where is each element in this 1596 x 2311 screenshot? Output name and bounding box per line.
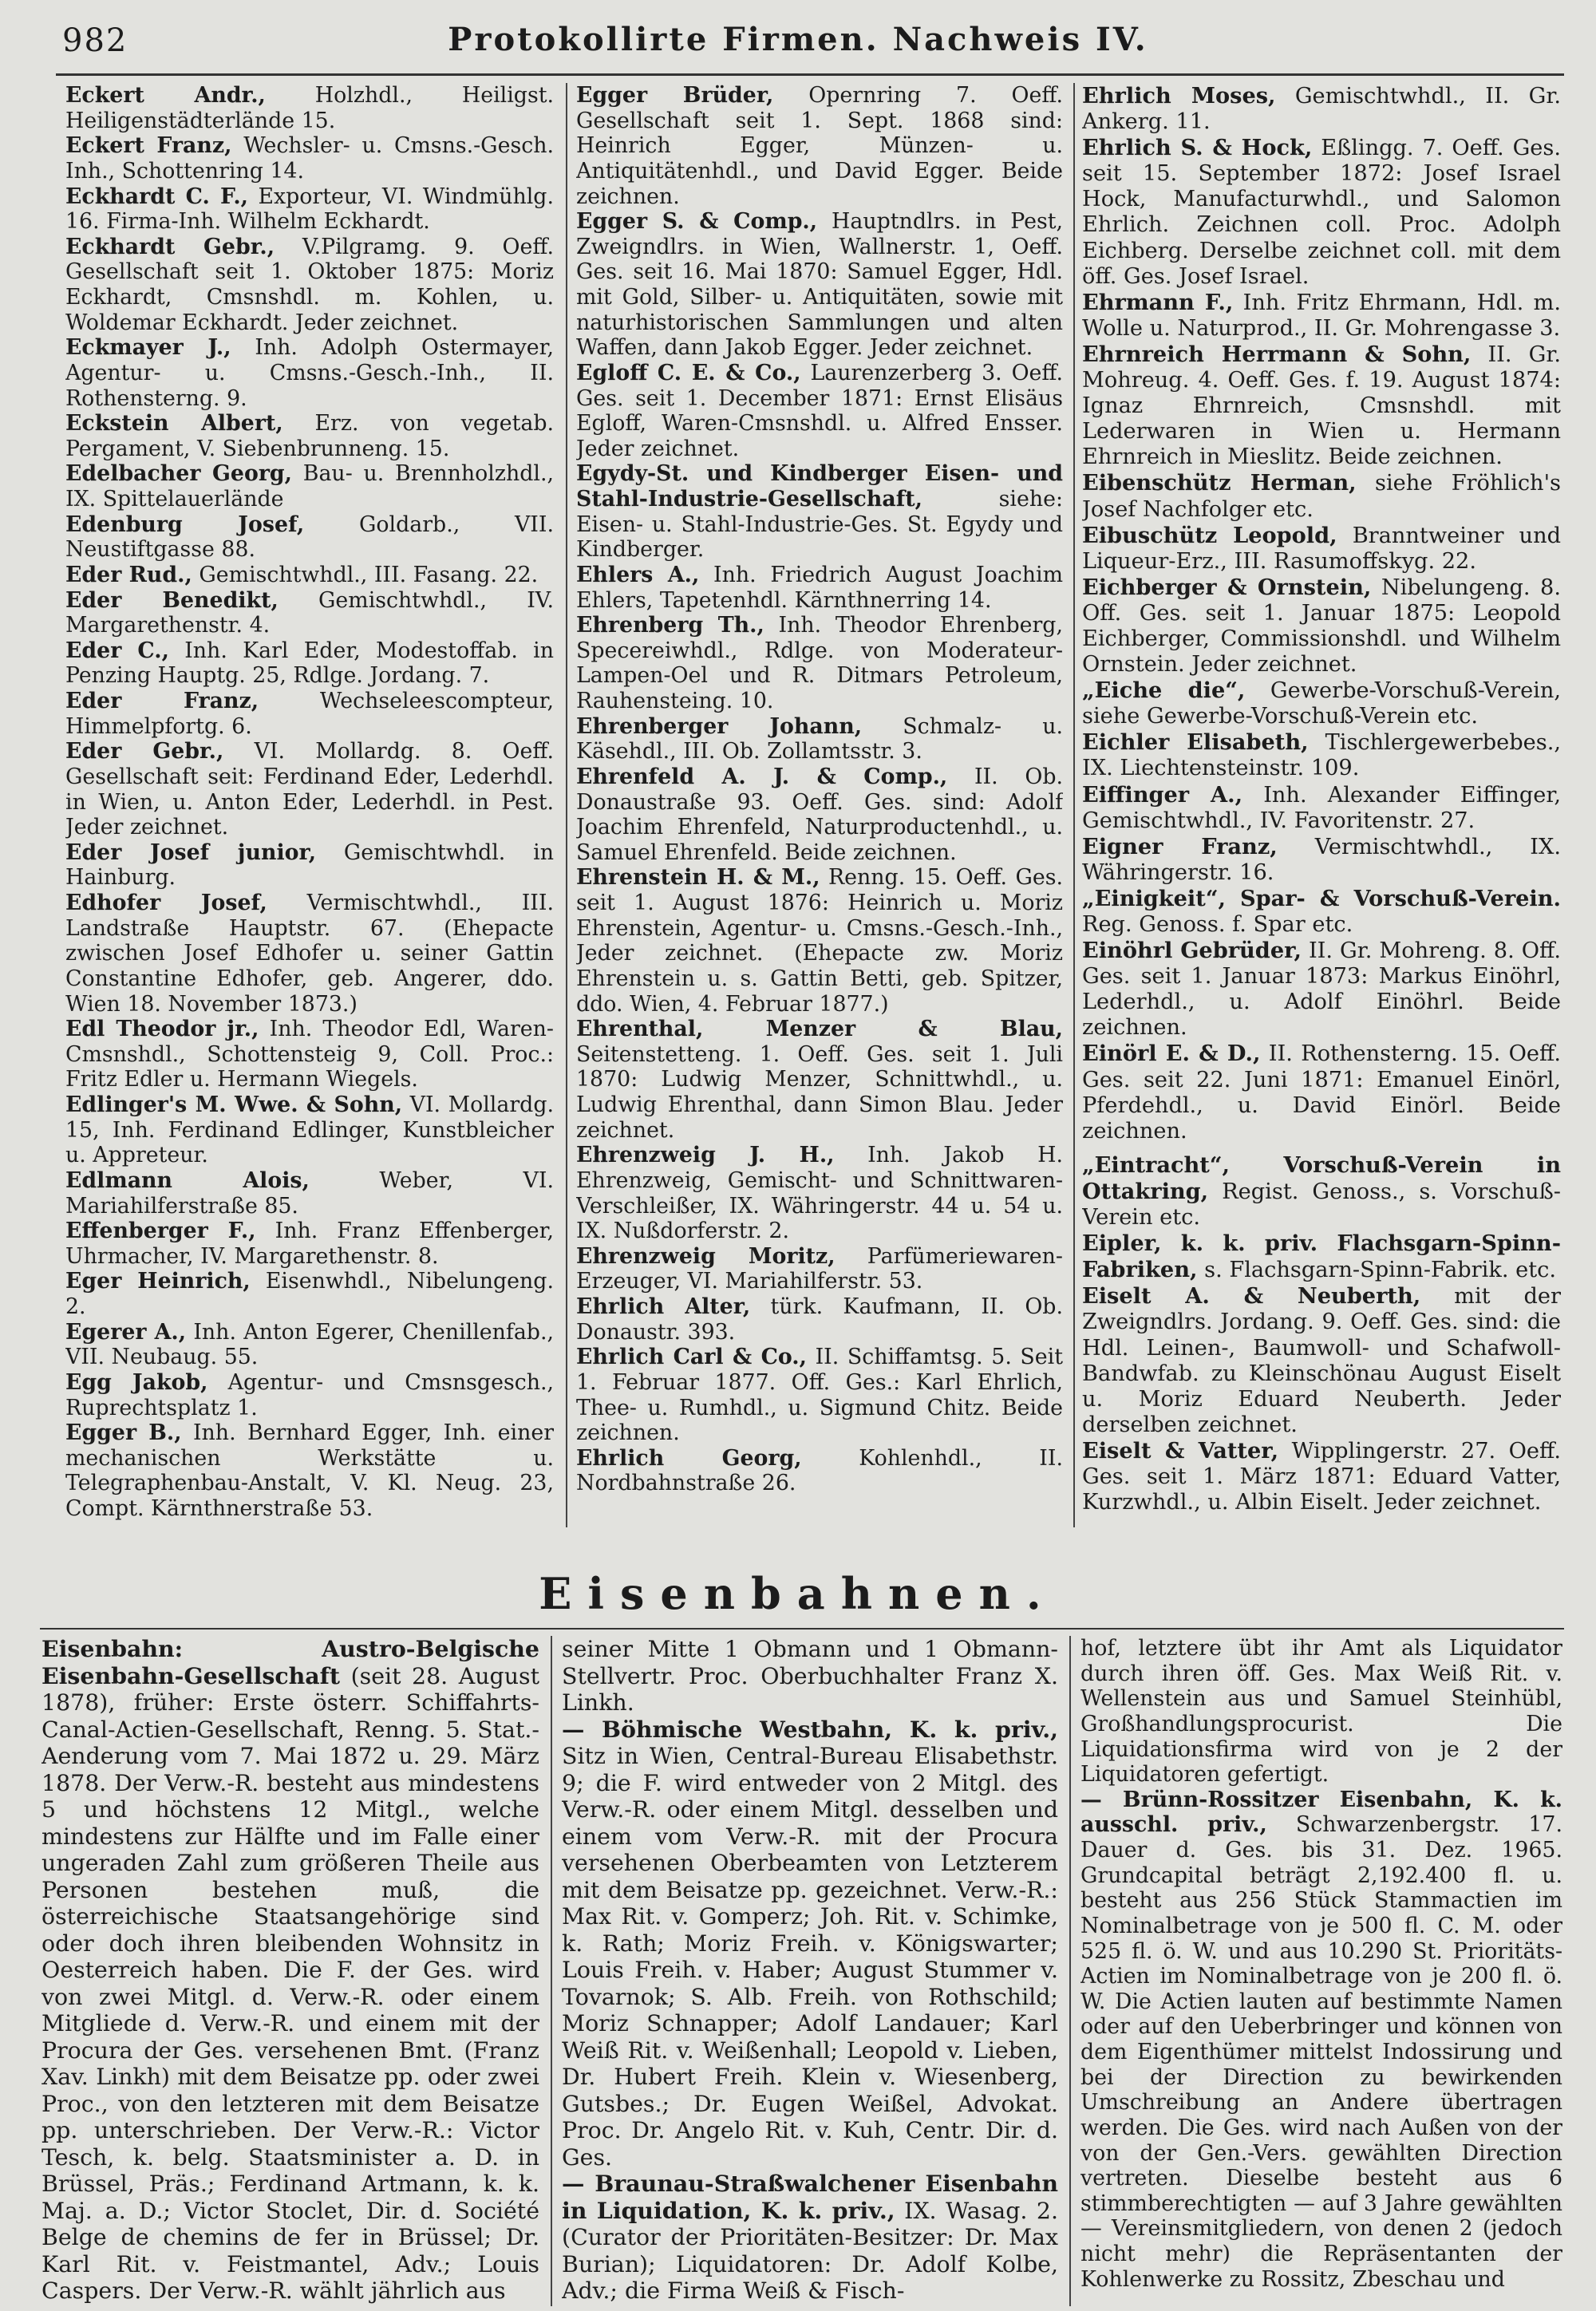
entry xyxy=(1082,342,1561,470)
entry-text: s. Flachsgarn-Spinn-Fabrik. etc. xyxy=(1204,1258,1557,1283)
firm-name: Ehrenthal, Menzer & Blau, xyxy=(576,1017,1063,1042)
firm-name: Eder Franz, xyxy=(65,689,259,713)
entry-text: VI. Mollardg. 8. Oeff. Gesellschaft seit: Ferdinand Eder, Lederhdl. in Wien, u. Anton Eder, Lederhdl. in Pest. Jeder zeichnet. xyxy=(65,739,554,840)
firm-name: Ehrenstein H. & M., xyxy=(576,865,820,891)
entry-text: Holzhdl., Heiligst. Heiligenstädterlände 15. xyxy=(65,83,554,133)
firm-name: Ehrenberger Johann, xyxy=(576,713,863,739)
firm-name: Egger B., xyxy=(65,1420,182,1446)
firm-name: Ehrlich Moses, xyxy=(1082,83,1276,109)
entry-text: Inh. Theodor Ehrenberg, Specereiwhdl., Rdlge. von Moderateur-Lampen-Oel und R. Ditmars Petroleum, Rauhensteing. 10. xyxy=(576,613,1063,713)
entry-text: Goldarb., VII. Neustiftgasse 88. xyxy=(65,512,554,563)
entry xyxy=(576,1244,1063,1294)
entry xyxy=(576,83,1063,209)
entry xyxy=(576,1294,1063,1345)
entry xyxy=(65,638,554,689)
firm-name: Eichberger & Ornstein, xyxy=(1082,574,1372,600)
entry xyxy=(65,563,554,588)
section-title: Eisenbahnen. xyxy=(539,1568,1057,1619)
entry xyxy=(576,1446,1063,1496)
entry xyxy=(1082,575,1561,677)
entry xyxy=(576,865,1063,1017)
entry xyxy=(65,461,554,512)
entry-text: Exporteur, VI. Windmühlg. 16. Firma-Inh. Wilhelm Eckhardt. xyxy=(65,184,554,235)
entry xyxy=(576,461,1063,563)
entry xyxy=(65,512,554,563)
firm-name: Ehrlich Carl & Co., xyxy=(576,1345,807,1370)
entry-text: Weber, VI. Mariahilferstraße 85. xyxy=(65,1167,554,1219)
entry xyxy=(1082,1438,1561,1515)
entry xyxy=(1082,135,1561,290)
firm-name: Ehrenfeld A. J. & Comp., xyxy=(576,764,948,789)
entry-text: II. Gr. Mohreug. 4. Oeff. Ges. f. 19. August 1874: Ignaz Ehrnreich, Cmsnshdl. mit Lederwaren in Wien u. Hermann Ehrnreich in Mieslitz. Beide zeichnen. xyxy=(1082,342,1561,470)
entry xyxy=(576,1345,1063,1446)
entry xyxy=(1080,1788,1562,2293)
entry xyxy=(65,891,554,1017)
entry xyxy=(576,714,1063,764)
firm-name: Einöhrl Gebrüder, xyxy=(1082,938,1302,964)
firm-name: Ehlers A., xyxy=(576,562,700,587)
entry-text: Inh. Alexander Eiffinger, Gemischtwhdl., IV. Favoritenstr. 27. xyxy=(1082,782,1561,833)
section-rule xyxy=(40,1628,1564,1630)
entry-text: Bau- u. Brennholzhdl., IX. Spittelauerlände xyxy=(65,461,554,512)
column-2 xyxy=(576,83,1063,1527)
header-rule xyxy=(56,73,1564,76)
firm-name: „Eiche die“, xyxy=(1082,677,1246,704)
firm-name: Ehrenzweig J. H., xyxy=(576,1143,835,1168)
entry-text: II. Schiffamtsg. 5. Seit 1. Februar 1877. Off. Ges.: Karl Ehrlich, Thee- u. Rumhdl., u. Sigmund Chitz. Beide zeichnen. xyxy=(576,1345,1063,1446)
entry-text: Reg. Genoss. f. Spar etc. xyxy=(1082,912,1353,937)
entry xyxy=(65,1092,554,1168)
bottom-column-rule-2 xyxy=(1069,1636,1071,2306)
firm-name: Ehrmann F., xyxy=(1082,289,1234,315)
entry xyxy=(65,689,554,739)
entry-text: Agentur- und Cmsnsgesch., Ruprechtsplatz 1. xyxy=(65,1369,554,1420)
firm-name: Ehrenberg Th., xyxy=(576,613,764,638)
firm-name: Eder Gebr., xyxy=(65,739,224,764)
firm-name: Eckhardt Gebr., xyxy=(65,234,275,259)
entry xyxy=(65,83,554,133)
entry-text: Opernring 7. Oeff. Gesellschaft seit 1. Sept. 1868 sind: Heinrich Egger, Münzen- u. Antiquitätenhdl., und David Egger. Beide zeichnen. xyxy=(576,83,1063,209)
firm-name: Edenburg Josef, xyxy=(65,512,305,537)
firm-name: Eichler Elisabeth, xyxy=(1082,729,1309,756)
column-3 xyxy=(1082,83,1561,1527)
entry-text: Tischlergewerbebes., IX. Liechtensteinstr. 109. xyxy=(1082,730,1561,781)
firm-name: — Brünn-Rossitzer Eisenbahn, K. k. ausschl. priv., xyxy=(1080,1787,1562,1838)
firm-name: Eckmayer J., xyxy=(65,335,231,361)
entry-text: mit der Zweigndlrs. Jordang. 9. Oeff. Ges. sind: die Hdl. Leinen-, Baumwoll- und Schafwoll-Bandwfab. zu Kleinschönau August Eiselt u. Moriz Eduard Neuberth. Jeder derselben zeichnet. xyxy=(1082,1284,1561,1437)
firm-name: — Braunau-Straßwalchener Eisenbahn in Liquidation, K. k. priv., xyxy=(562,2170,1058,2224)
entry xyxy=(65,840,554,891)
entry-text: Gemischtwhdl., II. Gr. Ankerg. 11. xyxy=(1082,84,1561,135)
entry xyxy=(576,361,1063,462)
entry-text: Vermischtwhdl., IX. Währingerstr. 16. xyxy=(1082,834,1561,885)
entry-text: II. Rothensterng. 15. Oeff. Ges. seit 22. Juni 1871: Emanuel Einörl, Pferdehdl., u. David Einörl. Beide zeichnen. xyxy=(1082,1041,1561,1144)
entry xyxy=(65,411,554,461)
firm-name: Ehrenzweig Moritz, xyxy=(576,1243,836,1269)
entry xyxy=(1082,1152,1561,1231)
entry xyxy=(1082,1283,1561,1438)
entry xyxy=(562,2171,1058,2305)
firm-name: Eibenschütz Herman, xyxy=(1082,470,1357,496)
firm-name: Edlinger's M. Wwe. & Sohn, xyxy=(65,1092,403,1117)
firm-name: Egydy-St. und Kindberger Eisen- und Stahl-Industrie-Gesellschaft, xyxy=(576,461,1063,512)
entry xyxy=(576,764,1063,866)
entry-text: siehe Fröhlich's Josef Nachfolger etc. xyxy=(1082,471,1561,522)
firm-name: Edhofer Josef, xyxy=(65,891,267,915)
bottom-column-1 xyxy=(41,1636,539,2306)
firm-name: — Böhmische Westbahn, K. k. priv., xyxy=(562,1715,1058,1743)
column-rule-1 xyxy=(566,83,567,1527)
bottom-column-rule-1 xyxy=(551,1636,552,2306)
entry xyxy=(562,1716,1058,2171)
entry xyxy=(1080,1636,1562,1788)
entry xyxy=(65,184,554,235)
firm-name: Egg Jakob, xyxy=(65,1369,208,1395)
entry xyxy=(65,1420,554,1522)
bottom-column-2 xyxy=(562,1636,1058,2306)
firm-name: Egerer A., xyxy=(65,1319,187,1345)
firm-name: Eckert Andr., xyxy=(65,83,266,108)
entry xyxy=(65,1219,554,1269)
firm-name: Ehrlich S. & Hock, xyxy=(1082,135,1313,161)
entry-text: Sitz in Wien, Central-Bureau Elisabethstr. 9; die F. wird entweder von 2 Mitgl. des Verw.-R. oder einem Mitgl. desselben und einem vom Verw.-R. mit der Procura versehenen Oberbeamten von Letzterem mit dem Beisatze pp. gezeichnet. Verw.-R.: Max Rit. v. Gomperz; Joh. Rit. v. Schimke, k. Rath; Moriz Freih. v. Königswarter; Louis Freih. v. Haber; August Stummer v. Tovarnok; S. Alb. Freih. von Rothschild; Moriz Schnapper; Adolf Landauer; Karl Weiß Rit. v. Weißenhall; Leopold v. Lieben, Dr. Hubert Freih. Klein v. Wiesenberg, Gutsbes.; Dr. Eugen Weißel, Advokat. Proc. Dr. Angelo Rit. v. Kuh, Centr. Dir. d. Ges. xyxy=(562,1743,1058,2171)
entry-text: II. Gr. Mohreng. 8. Off. Ges. seit 1. Januar 1873: Markus Einöhrl, Lederhdl., u. Adolf Einöhrl. Beide zeichnen. xyxy=(1082,938,1561,1041)
entry xyxy=(1082,886,1561,938)
entry-text: Schwarzenbergstr. 17. Dauer d. Ges. bis 31. Dez. 1965. Grundcapital beträgt 2,192.400 fl. u. besteht aus 256 Stück Stammactien im Nominalbetrage von je 500 fl. C. M. oder 525 fl. ö. W. und aus 10.290 St. Prioritäts-Actien im Nominalbetrage von je 200 fl. ö. W. Die Actien lauten auf bestimmte Namen oder auf den Ueberbringer und können von dem Eigenthümer mittelst Indossirung und bei der Direction zu bewirkenden Umschreibung an Andere übertragen werden. Die Ges. wird nach Außen von der von der Gen.-Vers. gewählten Direction vertreten. Dieselbe besteht aus 6 stimmberechtigten — auf 3 Jahre gewählten — Vereinsmitgliedern, von denen 2 (jedoch nicht mehr) die Repräsentanten der Kohlenwerke zu Rossitz, Zbeschau und xyxy=(1080,1812,1562,2292)
firm-name: Eckert Franz, xyxy=(65,133,232,159)
firm-name: Eiselt & Vatter, xyxy=(1082,1437,1279,1464)
entry xyxy=(65,1168,554,1219)
entry-text: türk. Kaufmann, II. Ob. Donaustr. 393. xyxy=(576,1294,1063,1345)
column-1 xyxy=(65,83,554,1527)
entry-text: Gemischtwhdl. in Hainburg. xyxy=(65,839,554,891)
entry-text: Wipplingerstr. 27. Oeff. Ges. seit 1. März 1871: Eduard Vatter, Kurzwhdl., u. Albin Eiselt. Jeder zeichnet. xyxy=(1082,1438,1561,1515)
entry xyxy=(65,1320,554,1370)
entry-text: Gewerbe-Vorschuß-Verein, siehe Gewerbe-Vorschuß-Verein etc. xyxy=(1082,678,1561,729)
entry-text: Inh. Theodor Edl, Waren-Cmsnshdl., Schottensteig 9, Coll. Proc.: Fritz Edler u. Hermann Wiegels. xyxy=(65,1017,554,1092)
bottom-column-3 xyxy=(1080,1636,1562,2306)
firm-name: Eiselt A. & Neuberth, xyxy=(1082,1283,1421,1310)
entry xyxy=(576,1017,1063,1143)
entry-text: seiner Mitte 1 Obmann und 1 Obmann-Stellvertr. Proc. Oberbuchhalter Franz X. Linkh. xyxy=(562,1636,1058,1716)
entry xyxy=(65,235,554,336)
entry xyxy=(1082,782,1561,834)
entry-text: (seit 28. August 1878), früher: Erste österr. Schiffahrts-Canal-Actien-Gesellschaft, Renng. 5. Stat.-Aenderung vom 7. Mai 1872 u. 29. März 1878. Der Verw.-R. besteht aus mindestens 5 und höchstens 12 Mitgl., welche mindestens zur Hälfte und im Falle einer ungeraden Zahl zum größeren Theile aus Personen bestehen muß, die österreichische Staatsangehörige sind oder doch ihren bleibenden Wohnsitz in Oesterreich haben. Die F. der Ges. wird von zwei Mitgl. d. Verw.-R. oder einem Mitgliede d. Verw.-R. und einem mit der Procura der Ges. versehenen Bmt. (Franz Xav. Linkh) mit dem Beisatze pp. oder zwei Proc., von den letzteren mit dem Beisatze pp. unterschrieben. Der Verw.-R.: Victor Tesch, k. belg. Staatsminister a. D. in Brüssel, Präs.; Ferdinand Artmann, k. k. Maj. a. D.; Victor Stoclet, Dir. d. Société Belge de chemins de fer in Brüssel; Dr. Karl Rit. v. Feistmantel, Adv.; Louis Caspers. Der Verw.-R. wählt jährlich aus xyxy=(41,1662,539,2305)
firm-name: Eder Josef junior, xyxy=(65,839,317,865)
entry-text: Vermischtwhdl., III. Landstraße Hauptstr. 67. (Ehepacte zwischen Josef Edhofer u. seiner Gattin Constantine Edhofer, geb. Angerer, ddo. Wien 18. November 1873.) xyxy=(65,891,554,1017)
entry-text: Wechseleescompteur, Himmelpfortg. 6. xyxy=(65,689,554,739)
firm-name: Eiffinger A., xyxy=(1082,781,1243,808)
entry-text: IX. Wasag. 2. (Curator der Prioritäten-Besitzer: Dr. Max Burian); Liquidatoren: Dr. Adolf Kolbe, Adv.; die Firma Weiß & Fisch- xyxy=(562,2197,1058,2305)
entry-text: siehe: Eisen- u. Stahl-Industrie-Ges. St. Egydy und Kindberger. xyxy=(576,487,1063,563)
entry-text: Inh. Friedrich August Joachim Ehlers, Tapetenhdl. Kärnthnerring 14. xyxy=(576,562,1063,613)
entry-text: Schmalz- u. Käsehdl., III. Ob. Zollamtsstr. 3. xyxy=(576,713,1063,764)
entry xyxy=(576,613,1063,714)
entry xyxy=(576,1143,1063,1244)
entry xyxy=(1082,290,1561,342)
entry xyxy=(576,563,1063,613)
firm-name: Eipler, k. k. priv. Flachsgarn-Spinn-Fabriken, xyxy=(1082,1231,1561,1283)
column-rule-2 xyxy=(1073,83,1075,1527)
entry xyxy=(41,1636,539,2305)
entry-text: Parfümeriewaren-Erzeuger, VI. Mariahilferstr. 53. xyxy=(576,1243,1063,1294)
firm-name: Eisenbahn: Austro-Belgische Eisenbahn-Gesellschaft xyxy=(41,1636,539,1689)
entry-text: Gemischtwhdl., IV. Margarethenstr. 4. xyxy=(65,587,554,638)
entry xyxy=(1082,677,1561,729)
entry-text: Gemischtwhdl., III. Fasang. 22. xyxy=(199,562,539,587)
entry xyxy=(1082,470,1561,522)
entry-text: Kohlenhdl., II. Nordbahnstraße 26. xyxy=(576,1445,1063,1496)
firm-name: Eder Rud., xyxy=(65,562,192,587)
entry-text: Laurenzerberg 3. Oeff. Ges. seit 1. December 1871: Ernst Elisäus Egloff, Waren-Cmsnshdl. u. Alfred Ensser. Jeder zeichnet. xyxy=(576,360,1063,461)
page-header: Protokollirte Firmen. Nachweis IV. xyxy=(448,21,1148,58)
firm-name: Egger S. & Comp., xyxy=(576,209,818,235)
firm-name: Ehrlich Georg, xyxy=(576,1445,802,1471)
firm-name: Eder Benedikt, xyxy=(65,587,279,613)
firm-name: Ehrnreich Herrmann & Sohn, xyxy=(1082,341,1472,367)
entry-text: hof, letztere übt ihr Amt als Liquidator durch ihren öff. Ges. Max Weiß Rit. v. Wellenstein aus und Samuel Steinhübl, Großhandlungsprocurist. Die Liquidationsfirma wird von je 2 der Liquidatoren gefertigt. xyxy=(1080,1636,1562,1788)
firm-name: Ehrlich Alter, xyxy=(576,1294,751,1319)
firm-name: Eibuschütz Leopold, xyxy=(1082,522,1337,548)
entry xyxy=(1082,1231,1561,1283)
entry-text: Eisenwhdl., Nibelungeng. 2. xyxy=(65,1269,554,1319)
entry-text: Seitenstetteng. 1. Oeff. Ges. seit 1. Juli 1870: Ludwig Menzer, Schnittwhdl., u. Ludwig Ehrenthal, dann Simon Blau. Jeder zeichnet. xyxy=(576,1041,1063,1143)
entry xyxy=(1082,938,1561,1041)
entry xyxy=(1082,834,1561,886)
entry-text: Eßlingg. 7. Oeff. Ges. seit 15. September 1872: Josef Israel Hock, Manufacturwhdl., und Salomon Ehrlich. Zeichnen coll. Proc. Adolph Eichberg. Derselbe zeichnet coll. mit dem öff. Ges. Josef Israel. xyxy=(1082,136,1561,289)
entry xyxy=(65,1017,554,1092)
entry-text: Renng. 15. Oeff. Ges. seit 1. August 1876: Heinrich u. Moriz Ehrenstein, Agentur- u. Cmsns.-Gesch.-Inh., Jeder zeichnet. (Ehepacte zw. Moriz Ehrenstein u. s. Gattin Betti, geb. Spitzer, ddo. Wien, 4. Februar 1877.) xyxy=(576,865,1063,1017)
entry-text: Inh. Anton Egerer, Chenillenfab., VII. Neubaug. 55. xyxy=(65,1319,554,1370)
entry-text: II. Ob. Donaustraße 93. Oeff. Ges. sind: Adolf Joachim Ehrenfeld, Naturproductenhdl., u. Samuel Ehrenfeld. Beide zeichnen. xyxy=(576,764,1063,865)
entry xyxy=(576,209,1063,361)
entry xyxy=(1082,523,1561,575)
entry-text: Nibelungeng. 8. Off. Ges. seit 1. Januar 1875: Leopold Eichberger, Commissionshdl. und Wilhelm Ornstein. Jeder zeichnet. xyxy=(1082,575,1561,677)
entry xyxy=(65,1269,554,1319)
entry-text: Inh. Bernhard Egger, Inh. einer mechanischen Werkstätte u. Telegraphenbau-Anstalt, V. Kl. Neug. 23, Compt. Kärnthnerstraße 53. xyxy=(65,1420,554,1521)
entry-text: VI. Mollardg. 15, Inh. Ferdinand Edlinger, Kunstbleicher u. Appreteur. xyxy=(65,1092,554,1168)
entry-text: Wechsler- u. Cmsns.-Gesch. Inh., Schottenring 14. xyxy=(65,133,554,184)
entry-text: Inh. Karl Eder, Modestoffab. in Penzing Hauptg. 25, Rdlge. Jordang. 7. xyxy=(65,638,554,689)
firm-name: Effenberger F., xyxy=(65,1219,256,1244)
entry xyxy=(562,1636,1058,1716)
entry-text: V.Pilgramg. 9. Oeff. Gesellschaft seit 1. Oktober 1875: Moriz Eckhardt, Cmsnshdl. m. Kohlen, u. Woldemar Eckhardt. Jeder zeichnet. xyxy=(65,234,554,335)
entry-text: Erz. von vegetab. Pergament, V. Siebenbrunneng. 15. xyxy=(65,411,554,461)
entry xyxy=(1082,729,1561,781)
entry xyxy=(65,133,554,184)
entry xyxy=(65,739,554,840)
firm-name: Edlmann Alois, xyxy=(65,1167,310,1193)
entry xyxy=(65,1370,554,1420)
entry-text: Hauptndlrs. in Pest, Zweigndlrs. in Wien, Wallnerstr. 1, Oeff. Ges. seit 16. Mai 1870: Samuel Egger, Hdl. mit Gold, Silber- u. Antiquitäten, sowie mit naturhistorischen Sammlungen und alten Waffen, dann Jakob Egger. Jeder zeichnet. xyxy=(576,209,1063,361)
entry xyxy=(65,588,554,638)
firm-name: „Einigkeit“, Spar- & Vorschuß-Verein. xyxy=(1082,885,1561,911)
firm-name: Edelbacher Georg, xyxy=(65,461,293,487)
firm-name: Einörl E. & D., xyxy=(1082,1041,1261,1067)
entry-text: Inh. Fritz Ehrmann, Hdl. m. Wolle u. Naturprod., II. Gr. Mohrengasse 3. xyxy=(1082,290,1561,341)
entry xyxy=(65,335,554,411)
entry-text: Branntweiner und Liqueur-Erz., III. Rasumoffskyg. 22. xyxy=(1082,523,1561,574)
firm-name: Eckstein Albert, xyxy=(65,411,283,437)
firm-name: Eder C., xyxy=(65,638,169,663)
entry-text: Inh. Franz Effenberger, Uhrmacher, IV. Margarethenstr. 8. xyxy=(65,1219,554,1269)
page-number: 982 xyxy=(62,22,128,59)
firm-name: „Eintracht“, Vorschuß-Verein in Ottakring, xyxy=(1082,1152,1561,1204)
firm-name: Eigner Franz, xyxy=(1082,833,1278,859)
entry-text: Inh. Adolph Ostermayer, Agentur- u. Cmsns.-Gesch.-Inh., II. Rothensterng. 9. xyxy=(65,335,554,411)
firm-name: Edl Theodor jr., xyxy=(65,1017,259,1042)
entry-text: Inh. Jakob H. Ehrenzweig, Gemischt- und Schnittwaren-Verschleißer, IX. Währingerstr. 44 u. 54 u. IX. Nußdorferstr. 2. xyxy=(576,1143,1063,1244)
firm-name: Egloff C. E. & Co., xyxy=(576,360,801,385)
entry-text: Regist. Genoss., s. Vorschuß-Verein etc. xyxy=(1082,1179,1561,1231)
firm-name: Egger Brüder, xyxy=(576,83,774,108)
entry xyxy=(1082,83,1561,135)
firm-name: Eckhardt C. F., xyxy=(65,184,249,209)
firm-name: Eger Heinrich, xyxy=(65,1269,251,1294)
entry xyxy=(1082,1041,1561,1144)
